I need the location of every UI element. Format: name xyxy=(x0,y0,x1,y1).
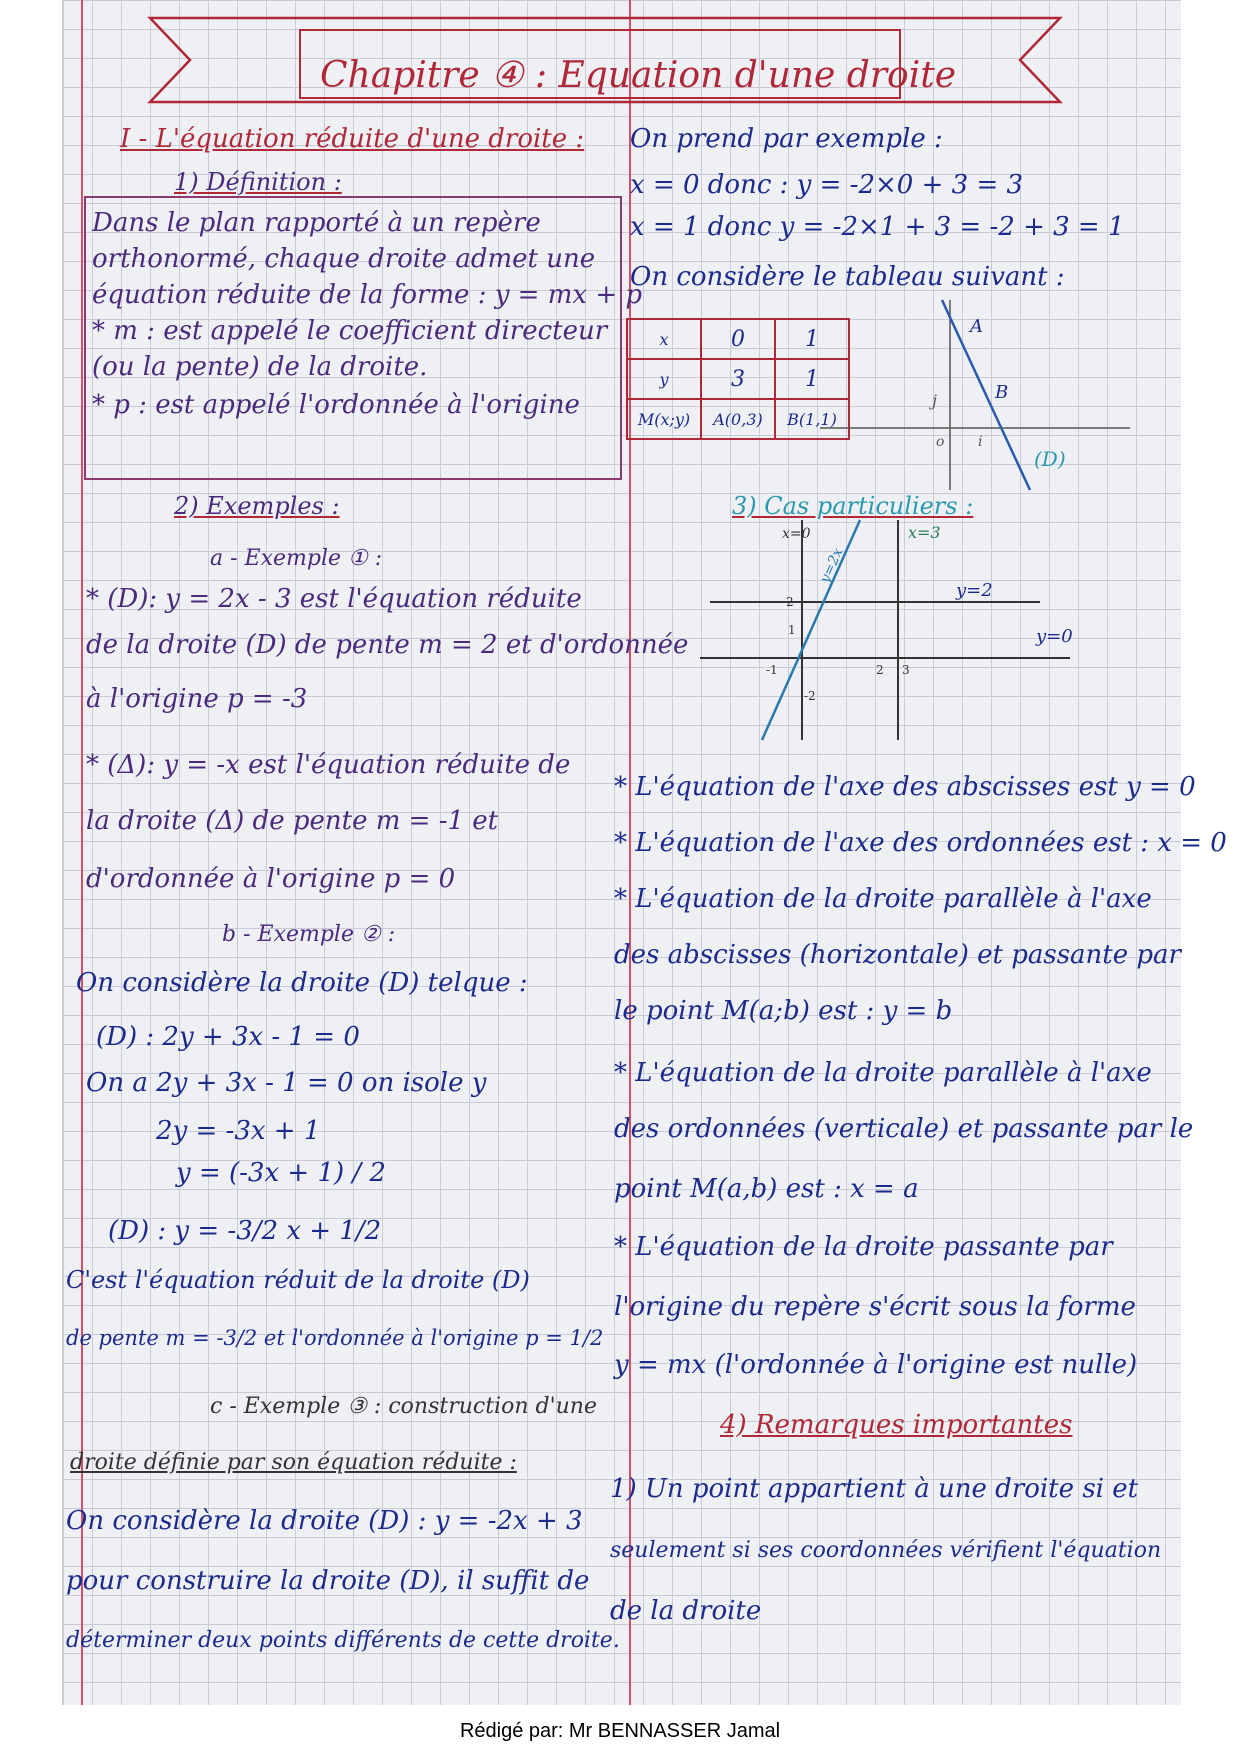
definition-heading: 1) Définition : xyxy=(174,168,342,196)
label-x3: x=3 xyxy=(908,523,941,542)
table-cell: 0 xyxy=(701,319,775,359)
cas-line: * L'équation de l'axe des abscisses est y = 0 xyxy=(614,772,1196,802)
remarque-line: 1) Un point appartient à une droite si et xyxy=(610,1474,1139,1504)
example3-line: On considère la droite (D) : y = -2x + 3 xyxy=(66,1506,583,1536)
right-line: x = 1 donc y = -2×1 + 3 = -2 + 3 = 1 xyxy=(630,212,1125,242)
cas-line: l'origine du repère s'écrit sous la forme xyxy=(614,1292,1136,1322)
section-heading: I - L'équation réduite d'une droite : xyxy=(120,124,585,154)
table-cell: 1 xyxy=(775,319,849,359)
table-cell: 1 xyxy=(775,359,849,399)
tick-label: 2 xyxy=(786,595,794,609)
table-cell: y xyxy=(627,359,701,399)
origin-label: o xyxy=(936,434,945,450)
values-table xyxy=(626,318,850,440)
label-y0: y=0 xyxy=(1036,626,1073,647)
example2-line: On a 2y + 3x - 1 = 0 on isole y xyxy=(86,1068,487,1098)
graph-line-d xyxy=(820,300,1140,500)
table-row xyxy=(627,359,849,399)
remarques-heading: 4) Remarques importantes xyxy=(720,1410,1073,1440)
example2-line: On considère la droite (D) telque : xyxy=(76,968,528,998)
example3-line: déterminer deux points différents de cette droite. xyxy=(66,1628,620,1653)
example2-line: 2y = -3x + 1 xyxy=(156,1116,321,1146)
j-label: j xyxy=(932,391,937,410)
cas-line: y = mx (l'ordonnée à l'origine est nulle) xyxy=(614,1350,1138,1380)
example1-line: la droite (Δ) de pente m = -1 et xyxy=(86,806,499,836)
example2-line: y = (-3x + 1) / 2 xyxy=(176,1158,386,1188)
page-title: Chapitre ④ : Equation d'une droite xyxy=(320,55,956,96)
table-row xyxy=(627,319,849,359)
example2-heading: b - Exemple ② : xyxy=(222,922,396,947)
table-cell: x xyxy=(627,319,701,359)
i-label: i xyxy=(978,434,983,450)
definition-line: * p : est appelé l'ordonnée à l'origine xyxy=(92,390,580,420)
table-cell: 3 xyxy=(701,359,775,399)
line-d xyxy=(942,300,1030,490)
author-footer: Rédigé par: Mr BENNASSER Jamal xyxy=(459,1720,781,1742)
tick-label: -1 xyxy=(766,663,778,677)
cas-line: * L'équation de la droite parallèle à l'axe xyxy=(614,1058,1152,1088)
example1-line: d'ordonnée à l'origine p = 0 xyxy=(86,864,456,894)
remarque-line: seulement si ses coordonnées vérifient l'équation xyxy=(610,1538,1162,1563)
example3-heading-cont: droite définie par son équation réduite : xyxy=(70,1450,517,1475)
cas-line: * L'équation de l'axe des ordonnées est : x = 0 xyxy=(614,828,1227,858)
examples-heading: 2) Exemples : xyxy=(174,492,340,520)
point-a-label: A xyxy=(970,316,983,337)
example2-line: C'est l'équation réduit de la droite (D) xyxy=(66,1266,530,1294)
example1-heading: a - Exemple ① : xyxy=(210,546,383,571)
table-cell: M(x;y) xyxy=(627,399,701,439)
example1-line: * (D): y = 2x - 3 est l'équation réduite xyxy=(86,584,582,614)
label-x0: x=0 xyxy=(782,526,811,542)
cas-line: des ordonnées (verticale) et passante par le xyxy=(614,1114,1194,1144)
right-line: On prend par exemple : xyxy=(630,124,943,154)
right-line: x = 0 donc : y = -2×0 + 3 = 3 xyxy=(630,170,1024,200)
point-b-label: B xyxy=(995,382,1009,403)
cas-line: * L'équation de la droite passante par xyxy=(614,1232,1113,1262)
example1-line: * (Δ): y = -x est l'équation réduite de xyxy=(86,750,571,780)
cas-line: point M(a,b) est : x = a xyxy=(614,1174,919,1204)
example1-line: à l'origine p = -3 xyxy=(86,684,308,714)
cas-line: des abscisses (horizontale) et passante par xyxy=(614,940,1181,970)
right-line: On considère le tableau suivant : xyxy=(630,262,1065,292)
definition-line: * m : est appelé le coefficient directeur xyxy=(92,316,608,346)
definition-line: Dans le plan rapporté à un repère xyxy=(92,208,541,238)
label-y2: y=2 xyxy=(956,580,993,601)
definition-line: équation réduite de la forme : y = mx + p xyxy=(92,280,643,310)
line-d-label: (D) xyxy=(1034,447,1066,471)
tick-label: 2 xyxy=(876,663,884,677)
tick-label: 1 xyxy=(788,623,796,637)
cas-particuliers-heading: 3) Cas particuliers : xyxy=(732,492,974,520)
tick-label: 3 xyxy=(902,663,910,677)
cas-line: * L'équation de la droite parallèle à l'axe xyxy=(614,884,1152,914)
table-cell: A(0,3) xyxy=(701,399,775,439)
table-row xyxy=(627,399,849,439)
table-cell: B(1,1) xyxy=(775,399,849,439)
definition-line: orthonormé, chaque droite admet une xyxy=(92,244,596,274)
example2-line: (D) : y = -3/2 x + 1/2 xyxy=(108,1216,382,1246)
cas-line: le point M(a;b) est : y = b xyxy=(614,996,953,1026)
example2-line: de pente m = -3/2 et l'ordonnée à l'origine p = 1/2 xyxy=(66,1326,604,1350)
definition-line: (ou la pente) de la droite. xyxy=(92,352,428,382)
remarque-line: de la droite xyxy=(610,1596,762,1626)
example3-line: pour construire la droite (D), il suffit de xyxy=(66,1566,590,1596)
example1-line: de la droite (D) de pente m = 2 et d'ordonnée xyxy=(86,630,689,660)
label-y2x: y=2x xyxy=(817,545,847,586)
tick-label: -2 xyxy=(804,689,816,703)
example3-heading: c - Exemple ③ : construction d'une xyxy=(210,1394,597,1419)
example2-line: (D) : 2y + 3x - 1 = 0 xyxy=(96,1022,360,1052)
graph-particular-cases xyxy=(700,520,1130,750)
